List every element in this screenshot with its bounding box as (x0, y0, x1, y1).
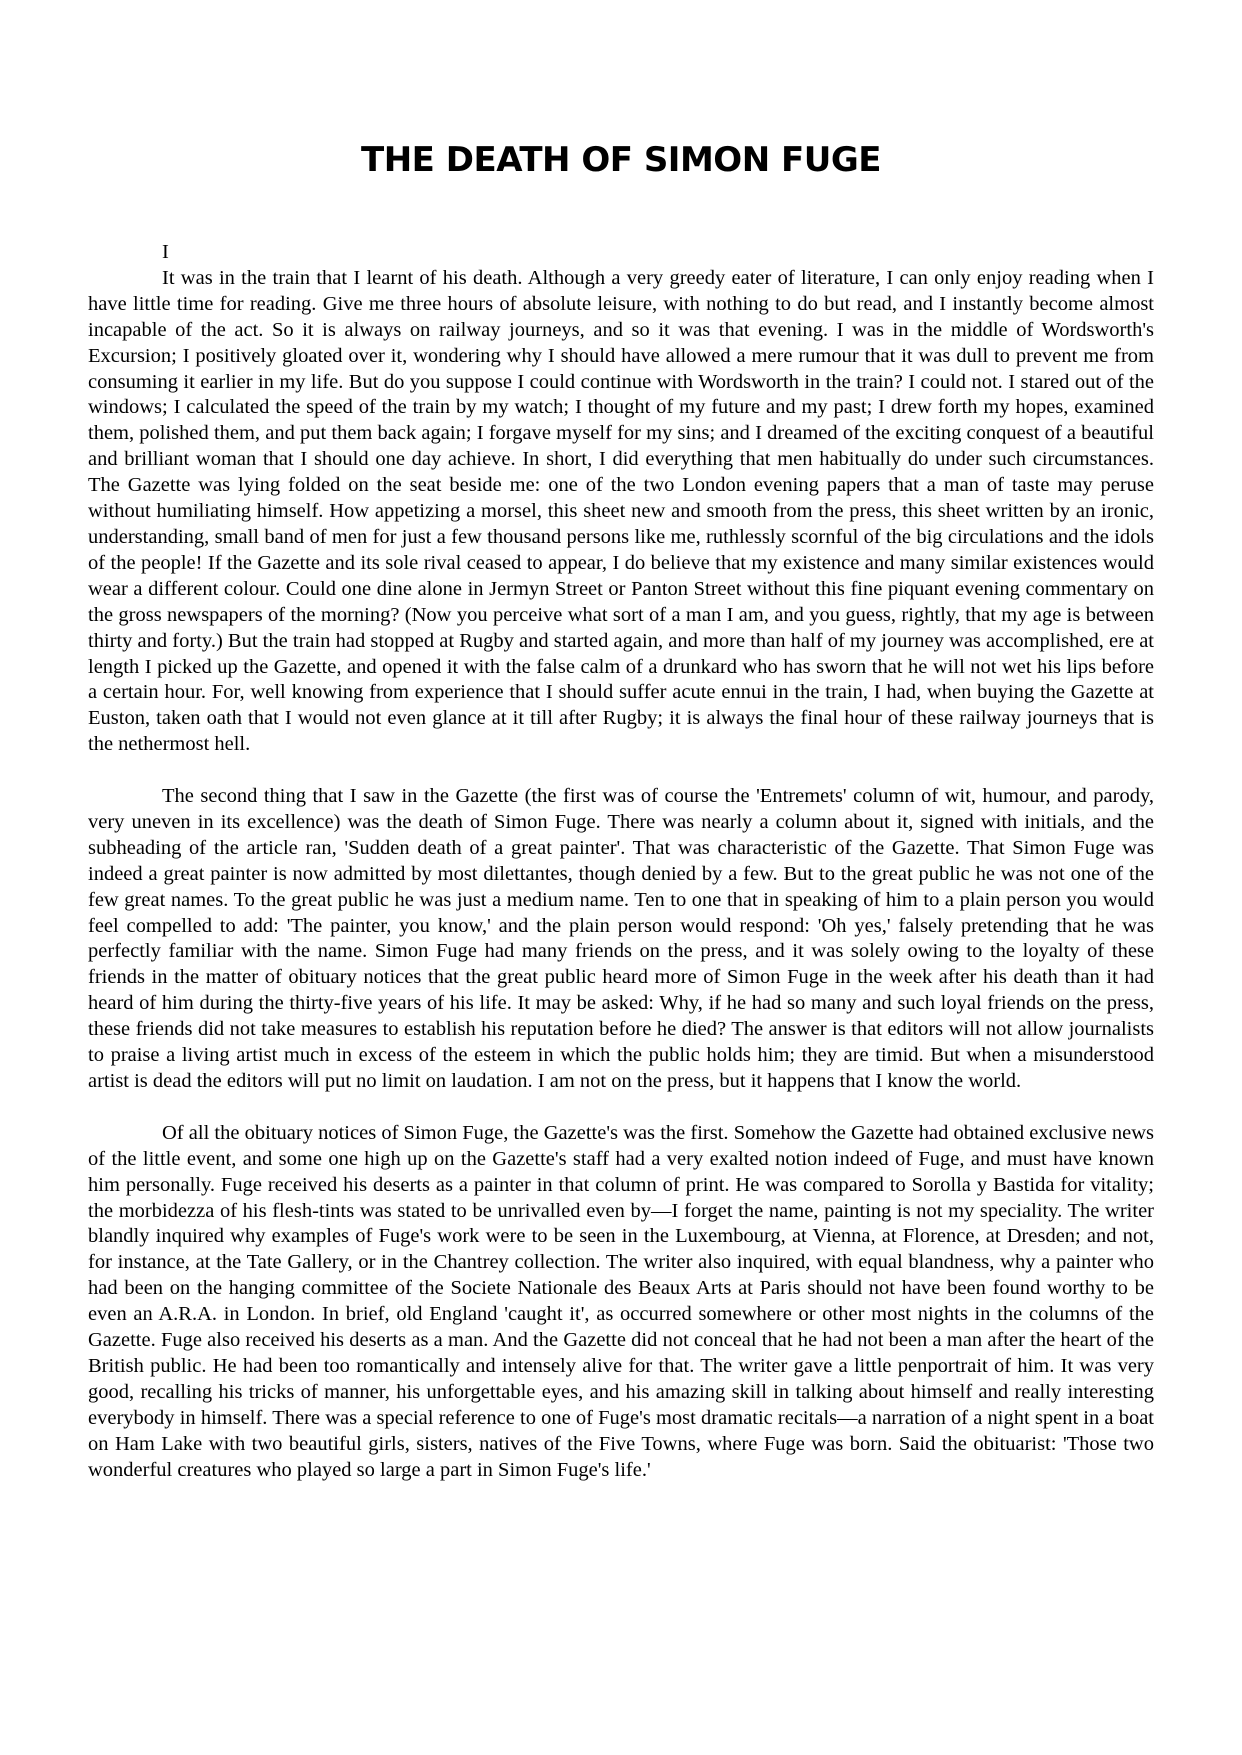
document-title: THE DEATH OF SIMON FUGE (361, 140, 881, 180)
paragraph-3: Of all the obituary notices of Simon Fuge, the Gazette's was the first. Somehow the Gazette had obtained exclusive news of the little event, and some one high up on the Gazette's staff had a very exalted notion indeed of Fuge, and must have known him personally. Fuge received his deserts as a painter in that column of print. He was compared to Sorolla y Bastida for vitality; the morbidezza of his flesh-tints was stated to be unrivalled even by—I forget the name, painting is not my speciality. The writer blandly inquired why examples of Fuge's work were to be seen in the Luxembourg, at Vienna, at Florence, at Dresden; and not, for instance, at the Tate Gallery, or in the Chantrey collection. The writer also inquired, with equal blandness, why a painter who had been on the hanging committee of the Societe Nationale des Beaux Arts at Paris should not have been found worthy to be even an A.R.A. in London. In brief, old England 'caught it', as occurred somewhere or other most nights in the columns of the Gazette. Fuge also received his deserts as a man. And the Gazette did not conceal that he had not been a man after the heart of the British public. He had been too romantically and intensely alive for that. The writer gave a little penportrait of him. It was very good, recalling his tricks of manner, his unforgettable eyes, and his amazing skill in talking about himself and really interesting everybody in himself. There was a special reference to one of Fuge's most dramatic recitals—a narration of a night spent in a boat on Ham Lake with two beautiful girls, sisters, natives of the Five Towns, where Fuge was born. Said the obituarist: 'Those two wonderful creatures who played so large a part in Simon Fuge's life.' (88, 1121, 1154, 1481)
paragraph-2: The second thing that I saw in the Gazette (the first was of course the 'Entremets' column of wit, humour, and parody, very uneven in its excellence) was the death of Simon Fuge. There was nearly a column about it, signed with initials, and the subheading of the article ran, 'Sudden death of a great painter'. That was characteristic of the Gazette. That Simon Fuge was indeed a great painter is now admitted by most dilettantes, though denied by a few. But to the great public he was not one of the few great names. To the great public he was just a medium name. Ten to one that in speaking of him to a plain person you would feel compelled to add: 'The painter, you know,' and the plain person would respond: 'Oh yes,' falsely pretending that he was perfectly familiar with the name. Simon Fuge had many friends on the press, and it was solely owing to the loyalty of these friends in the matter of obituary notices that the great public heard more of Simon Fuge in the week after his death than it had heard of him during the thirty-five years of his life. It may be asked: Why, if he had so many and such loyal friends on the press, these friends did not take measures to establish his reputation before he died? The answer is that editors will not allow journalists to praise a living artist much in excess of the esteem in which the public holds him; they are timid. But when a misunderstood artist is dead the editors will put no limit on laudation. I am not on the press, but it happens that I know the world. (88, 785, 1154, 1092)
chapter-number: I (162, 241, 169, 263)
paragraph-1: It was in the train that I learnt of his death. Although a very greedy eater of literature, I can only enjoy reading when I have little time for reading. Give me three hours of absolute leisure, with nothing to do but read, and I instantly become almost incapable of the act. So it is always on railway journeys, and so it was that evening. I was in the middle of Wordsworth's Excursion; I positively gloated over it, wondering why I should have allowed a mere rumour that it was dull to prevent me from consuming it earlier in my life. But do you suppose I could continue with Wordsworth in the train? I could not. I stared out of the windows; I calculated the speed of the train by my watch; I thought of my future and my past; I drew forth my hopes, examined them, polished them, and put them back again; I forgave myself for my sins; and I dreamed of the exciting conquest of a beautiful and brilliant woman that I should one day achieve. In short, I did everything that men habitually do under such circumstances. The Gazette was lying folded on the seat beside me: one of the two London evening papers that a man of taste may peruse without humiliating himself. How appetizing a morsel, this sheet new and smooth from the press, this sheet written by an ironic, understanding, small band of men for just a few thousand persons like me, ruthlessly scornful of the big circulations and the idols of the people! If the Gazette and its sole rival ceased to appear, I do believe that my existence and many similar existences would wear a different colour. Could one dine alone in Jermyn Street or Panton Street without this fine piquant evening commentary on the gross newspapers of the morning? (Now you perceive what sort of a man I am, and you guess, rightly, that my age is between thirty and forty.) But the train had stopped at Rugby and started again, and more than half of my journey was accomplished, ere at length I picked up the Gazette, and opened it with the false calm of a drunkard who has sworn that he will not wet his lips before a certain hour. For, well knowing from experience that I should suffer acute ennui in the train, I had, when buying the Gazette at Euston, taken oath that I would not even glance at it till after Rugby; it is always the final hour of these railway journeys that is the nethermost hell. (88, 266, 1154, 756)
